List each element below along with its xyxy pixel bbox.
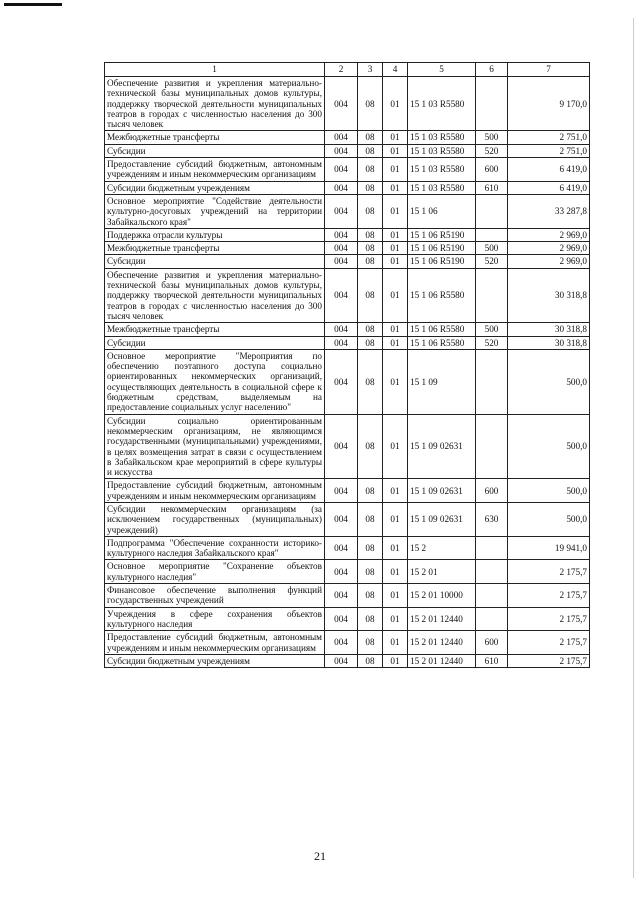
row-amount: 500,0 [508,349,590,414]
row-expense-type [476,414,508,479]
row-name: Субсидии некоммерческим организациям (за исключением государственных (муниципальных) учреждений) [105,502,325,536]
row-section: 08 [358,194,383,228]
row-target-code: 15 1 03 R5580 [408,131,476,144]
row-name: Субсидии [105,144,325,157]
row-name: Основное мероприятие "Сохранение объектов культурного наследия" [105,560,325,584]
row-amount: 19 941,0 [508,536,590,560]
row-target-code: 15 1 09 [408,349,476,414]
row-amount: 6 419,0 [508,181,590,194]
row-expense-type [476,268,508,322]
row-section: 08 [358,502,383,536]
row-target-code: 15 1 09 02631 [408,502,476,536]
budget-table [104,62,590,668]
row-section: 08 [358,560,383,584]
row-target-code: 15 2 01 12440 [408,654,476,667]
row-target-code: 15 1 03 R5580 [408,77,476,131]
row-grbs: 004 [325,560,358,584]
row-target-code: 15 1 09 02631 [408,414,476,479]
header-col-4: 4 [383,63,408,77]
row-subsection: 01 [383,228,408,241]
row-target-code: 15 1 09 02631 [408,479,476,503]
row-expense-type: 610 [476,181,508,194]
row-amount: 30 318,8 [508,336,590,349]
table-row [105,268,590,322]
row-expense-type: 600 [476,631,508,655]
row-section: 08 [358,349,383,414]
row-target-code: 15 1 06 R5580 [408,336,476,349]
row-expense-type: 630 [476,502,508,536]
row-expense-type [476,536,508,560]
row-subsection: 01 [383,349,408,414]
row-section: 08 [358,536,383,560]
header-col-7: 7 [508,63,590,77]
row-subsection: 01 [383,131,408,144]
row-expense-type: 610 [476,654,508,667]
table-row [105,536,590,560]
row-target-code: 15 1 06 R5190 [408,255,476,268]
row-expense-type: 520 [476,336,508,349]
row-name: Субсидии [105,255,325,268]
row-name: Обеспечение развития и укрепления материально-технической базы муниципальных домов культуры, поддержку творческой деятельности муниципальных театров в городах с численностью населения до 300 тысяч человек [105,268,325,322]
row-section: 08 [358,228,383,241]
table-row [105,255,590,268]
row-subsection: 01 [383,536,408,560]
row-section: 08 [358,242,383,255]
row-subsection: 01 [383,479,408,503]
row-subsection: 01 [383,77,408,131]
row-name: Поддержка отрасли культуры [105,228,325,241]
row-name: Учреждения в сфере сохранения объектов культурного наследия [105,607,325,631]
row-subsection: 01 [383,414,408,479]
header-col-2: 2 [325,63,358,77]
row-amount: 9 170,0 [508,77,590,131]
row-grbs: 004 [325,502,358,536]
row-grbs: 004 [325,268,358,322]
row-name: Финансовое обеспечение выполнения функций государственных учреждений [105,584,325,608]
row-section: 08 [358,158,383,182]
row-expense-type: 520 [476,144,508,157]
row-expense-type: 500 [476,242,508,255]
top-edge-mark [4,3,62,6]
row-target-code: 15 1 06 R5580 [408,268,476,322]
row-name: Основное мероприятие "Мероприятия по обеспечению поэтапного доступа социально ориентированных некоммерческих организаций, осуществляющих деятельность в социальной сфере к бюджетным средствам, выделяемым на предоставление социальных услуг населению" [105,349,325,414]
row-expense-type: 500 [476,131,508,144]
row-section: 08 [358,255,383,268]
row-target-code: 15 2 01 10000 [408,584,476,608]
row-section: 08 [358,323,383,336]
row-grbs: 004 [325,654,358,667]
row-target-code: 15 1 06 R5190 [408,242,476,255]
row-subsection: 01 [383,584,408,608]
row-grbs: 004 [325,144,358,157]
row-target-code: 15 1 03 R5580 [408,158,476,182]
scan-edge-line [633,18,634,878]
table-header-row [105,63,590,77]
row-name: Межбюджетные трансферты [105,131,325,144]
row-expense-type [476,607,508,631]
row-amount: 2 751,0 [508,131,590,144]
row-grbs: 004 [325,158,358,182]
row-subsection: 01 [383,181,408,194]
row-expense-type: 520 [476,255,508,268]
table-row [105,228,590,241]
row-subsection: 01 [383,631,408,655]
row-section: 08 [358,607,383,631]
row-section: 08 [358,584,383,608]
row-amount: 30 318,8 [508,268,590,322]
row-grbs: 004 [325,631,358,655]
row-section: 08 [358,144,383,157]
table-row [105,181,590,194]
row-amount: 2 969,0 [508,242,590,255]
row-grbs: 004 [325,349,358,414]
row-name: Предоставление субсидий бюджетным, автономным учреждениям и иным некоммерческим организациям [105,631,325,655]
row-subsection: 01 [383,158,408,182]
row-subsection: 01 [383,502,408,536]
row-grbs: 004 [325,194,358,228]
row-amount: 2 175,7 [508,584,590,608]
row-section: 08 [358,631,383,655]
table-row [105,631,590,655]
page-number: 21 [314,849,326,863]
table-row [105,144,590,157]
row-expense-type [476,560,508,584]
row-name: Субсидии социально ориентированным некоммерческим организациям, не являющимся государственными (муниципальными) учреждениями, в целях возмещения затрат в связи с осуществлением в Забайкальском крае мероприятий в сфере культуры и искусства [105,414,325,479]
row-amount: 500,0 [508,414,590,479]
row-target-code: 15 2 01 [408,560,476,584]
row-target-code: 15 1 06 R5190 [408,228,476,241]
table-row [105,479,590,503]
row-amount: 500,0 [508,502,590,536]
row-subsection: 01 [383,242,408,255]
row-expense-type: 600 [476,158,508,182]
row-grbs: 004 [325,584,358,608]
row-grbs: 004 [325,323,358,336]
row-name: Субсидии бюджетным учреждениям [105,181,325,194]
table-row [105,131,590,144]
row-expense-type: 600 [476,479,508,503]
row-subsection: 01 [383,144,408,157]
row-amount: 2 175,7 [508,631,590,655]
row-amount: 2 175,7 [508,607,590,631]
table-row [105,414,590,479]
row-grbs: 004 [325,181,358,194]
header-col-1: 1 [105,63,325,77]
header-col-3: 3 [358,63,383,77]
table-row [105,654,590,667]
table-row [105,158,590,182]
row-amount: 33 287,8 [508,194,590,228]
row-name: Обеспечение развития и укрепления материально-технической базы муниципальных домов культуры, поддержку творческой деятельности муниципальных театров в городах с численностью населения до 300 тысяч человек [105,77,325,131]
row-target-code: 15 1 06 R5580 [408,323,476,336]
row-section: 08 [358,181,383,194]
row-grbs: 004 [325,336,358,349]
row-grbs: 004 [325,228,358,241]
row-grbs: 004 [325,77,358,131]
row-target-code: 15 2 01 12440 [408,607,476,631]
row-amount: 2 969,0 [508,228,590,241]
row-subsection: 01 [383,654,408,667]
row-section: 08 [358,268,383,322]
row-name: Предоставление субсидий бюджетным, автономным учреждениям и иным некоммерческим организациям [105,479,325,503]
row-expense-type [476,349,508,414]
row-section: 08 [358,131,383,144]
row-subsection: 01 [383,255,408,268]
row-amount: 2 751,0 [508,144,590,157]
row-amount: 2 175,7 [508,654,590,667]
row-subsection: 01 [383,560,408,584]
row-name: Субсидии [105,336,325,349]
table-row [105,77,590,131]
table-row [105,502,590,536]
row-name: Предоставление субсидий бюджетным, автономным учреждениям и иным некоммерческим организациям [105,158,325,182]
row-amount: 2 175,7 [508,560,590,584]
table-row [105,323,590,336]
row-subsection: 01 [383,268,408,322]
table-row [105,242,590,255]
row-grbs: 004 [325,131,358,144]
row-target-code: 15 1 06 [408,194,476,228]
row-amount: 6 419,0 [508,158,590,182]
row-target-code: 15 2 01 12440 [408,631,476,655]
table-row [105,194,590,228]
row-name: Подпрограмма "Обеспечение сохранности историко-культурного наследия Забайкальского края" [105,536,325,560]
table-row [105,584,590,608]
row-name: Межбюджетные трансферты [105,323,325,336]
row-name: Межбюджетные трансферты [105,242,325,255]
row-expense-type [476,584,508,608]
row-target-code: 15 1 03 R5580 [408,144,476,157]
row-grbs: 004 [325,536,358,560]
table-row [105,560,590,584]
row-section: 08 [358,479,383,503]
row-expense-type [476,194,508,228]
row-grbs: 004 [325,414,358,479]
row-grbs: 004 [325,255,358,268]
row-amount: 500,0 [508,479,590,503]
row-amount: 2 969,0 [508,255,590,268]
header-col-5: 5 [408,63,476,77]
table-row [105,607,590,631]
row-name: Основное мероприятие "Содействие деятельности культурно-досуговых учреждений на территории Забайкальского края" [105,194,325,228]
row-grbs: 004 [325,607,358,631]
table-row [105,349,590,414]
row-subsection: 01 [383,194,408,228]
row-section: 08 [358,654,383,667]
row-target-code: 15 1 03 R5580 [408,181,476,194]
row-subsection: 01 [383,607,408,631]
row-subsection: 01 [383,323,408,336]
row-grbs: 004 [325,479,358,503]
row-expense-type [476,228,508,241]
row-expense-type [476,77,508,131]
row-grbs: 004 [325,242,358,255]
row-subsection: 01 [383,336,408,349]
row-section: 08 [358,336,383,349]
row-name: Субсидии бюджетным учреждениям [105,654,325,667]
row-expense-type: 500 [476,323,508,336]
row-target-code: 15 2 [408,536,476,560]
table-row [105,336,590,349]
row-section: 08 [358,77,383,131]
row-section: 08 [358,414,383,479]
row-amount: 30 318,8 [508,323,590,336]
header-col-6: 6 [476,63,508,77]
